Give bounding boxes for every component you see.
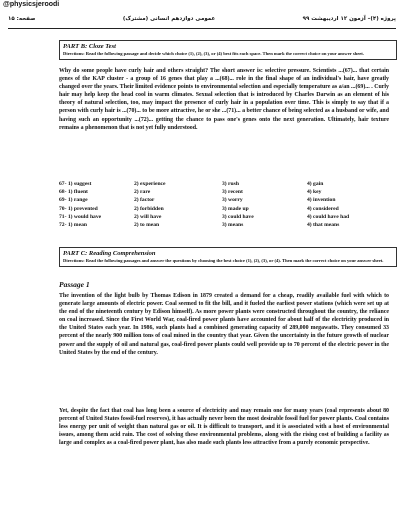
question-row <box>59 188 389 196</box>
part-b-directions: Directions: Read the following passage and decide which choice (1), (2), (3), or (4) best fits each space. Then mark the correct choice on your answer sheet. <box>63 51 364 56</box>
passage-paragraph-2: Yet, despite the fact that coal has long been a source of electricity and may remain one for many years (coal represents about 80 percent of United States fossil-fuel reserves), it has actually never been the most desirable fossil fuel for power plants. Coal contains less energy per unit of weight than natural gas or oil. It is difficult to transport, and it is associated with a host of environmental issues, among them acid rain. The cost of solving these environmental problems, along with the rising cost of building a facility as large and complex as a coal-fired power plant, has also made such plants less attractive from a purely economic perspective. <box>59 408 389 447</box>
header-divider <box>8 28 396 29</box>
option-4: 4) invention <box>307 197 336 204</box>
part-c-directions: Directions: Read the following passages and answer the questions by choosing the best choice (1), (2), (3), or (4). Then mark the correct choice on your answer sheet. <box>63 258 384 263</box>
option-4: 4) gain <box>307 181 324 187</box>
header-exam-title: پروژه (۴)– آزمون ۱۲ اردیبهشت ۹۹ <box>302 16 396 22</box>
passage-title: Passage 1 <box>59 280 90 289</box>
option-3: 3) could have <box>222 213 254 220</box>
option-1: 68- 1) fluent <box>59 189 88 196</box>
option-2: 2) forbidden <box>134 205 164 212</box>
question-row <box>59 196 389 204</box>
option-3: 3) worry <box>222 197 243 204</box>
option-1: 70- 1) prevented <box>59 205 98 212</box>
option-4: 4) considered <box>307 205 339 212</box>
option-2: 2) will have <box>134 213 162 220</box>
option-4: 4) key <box>307 189 322 196</box>
option-2: 2) rare <box>134 189 151 196</box>
question-row <box>59 221 389 229</box>
question-row <box>59 180 389 188</box>
option-4: 4) that means <box>307 221 340 228</box>
part-c-box <box>59 247 397 267</box>
page-header <box>8 14 396 24</box>
option-1: 69- 1) range <box>59 197 88 204</box>
option-2: 2) experience <box>134 181 166 187</box>
part-c-title: PART C: Reading Comprehension <box>63 250 156 257</box>
header-subject: عمومی دوازدهم انسانی (مشترک) <box>122 16 216 22</box>
cloze-options <box>59 180 389 229</box>
header-page-number: صفحه: ۱۵ <box>8 16 36 22</box>
option-2: 2) factor <box>134 197 155 204</box>
watermark-handle: @physicsjeroodi <box>3 1 60 8</box>
option-3: 3) means <box>222 221 244 228</box>
question-row <box>59 205 389 213</box>
option-2: 2) to mean <box>134 221 160 228</box>
option-1: 71- 1) would have <box>59 213 102 220</box>
option-3: 3) recent <box>222 189 243 196</box>
option-3: 3) rush <box>222 181 239 187</box>
option-1: 67- 1) suggest <box>59 181 92 187</box>
passage-paragraph-1: The invention of the light bulb by Thomas Edison in 1879 created a demand for a cheap, readily available fuel with which to generate large amounts of electric power. Coal seemed to fit the bill, and it fueled the earliest power stations (which were set up at the end of the nineteenth century by Edison himself). As more power plants were constructed throughout the country, the reliance on coal increased. Since the First World War, coal-fired power plants have accounted for about half of the electricity produced in the United States each year. In 1986, such plants had a combined generating capacity of 289,000 megawatts. They consumed 33 percent of the nearly 900 million tons of coal mined in the country that year. Given the uncertainty in the future growth of nuclear power and the supply of oil and natural gas, coal-fired power plants could well provide up to 70 percent of the electric power in the United States by the end of the century. <box>59 293 389 356</box>
option-4: 4) could have had <box>307 213 350 220</box>
part-b-box <box>59 40 397 60</box>
option-3: 3) made up <box>222 205 249 212</box>
question-row <box>59 213 389 221</box>
option-1: 72- 1) mean <box>59 221 87 228</box>
cloze-passage: Why do some people have curly hair and others straight? The short answer is: selective pressure. Scientists ...(67)... that certain genes of the KAP cluster - a group of 16 genes that play a ...(68)... role in the final shape of an individual's hair, have greatly changed over the years. Their limited evidence points to environmental selection and especially temperature as a/an ...(69)... . Curly hair may help keep the head cool in warm climates. Sexual selection that is introduced by Charles Darwin as an element of his theory of natural selection, too, may impact the presence of curly hair in a population over time. This is simply to say that if a person with curly hair is ...(70)... to be more attractive, he or she ...(71)... a better chance of being selected as a husband or wife, and having such an opportunity ...(72)... getting the chance to pass one's genes onto the next generation. Ultimately, hair texture remains a phenomenon that is not yet fully understood. <box>59 68 389 131</box>
part-b-title: PART B: Cloze Test <box>63 43 116 50</box>
